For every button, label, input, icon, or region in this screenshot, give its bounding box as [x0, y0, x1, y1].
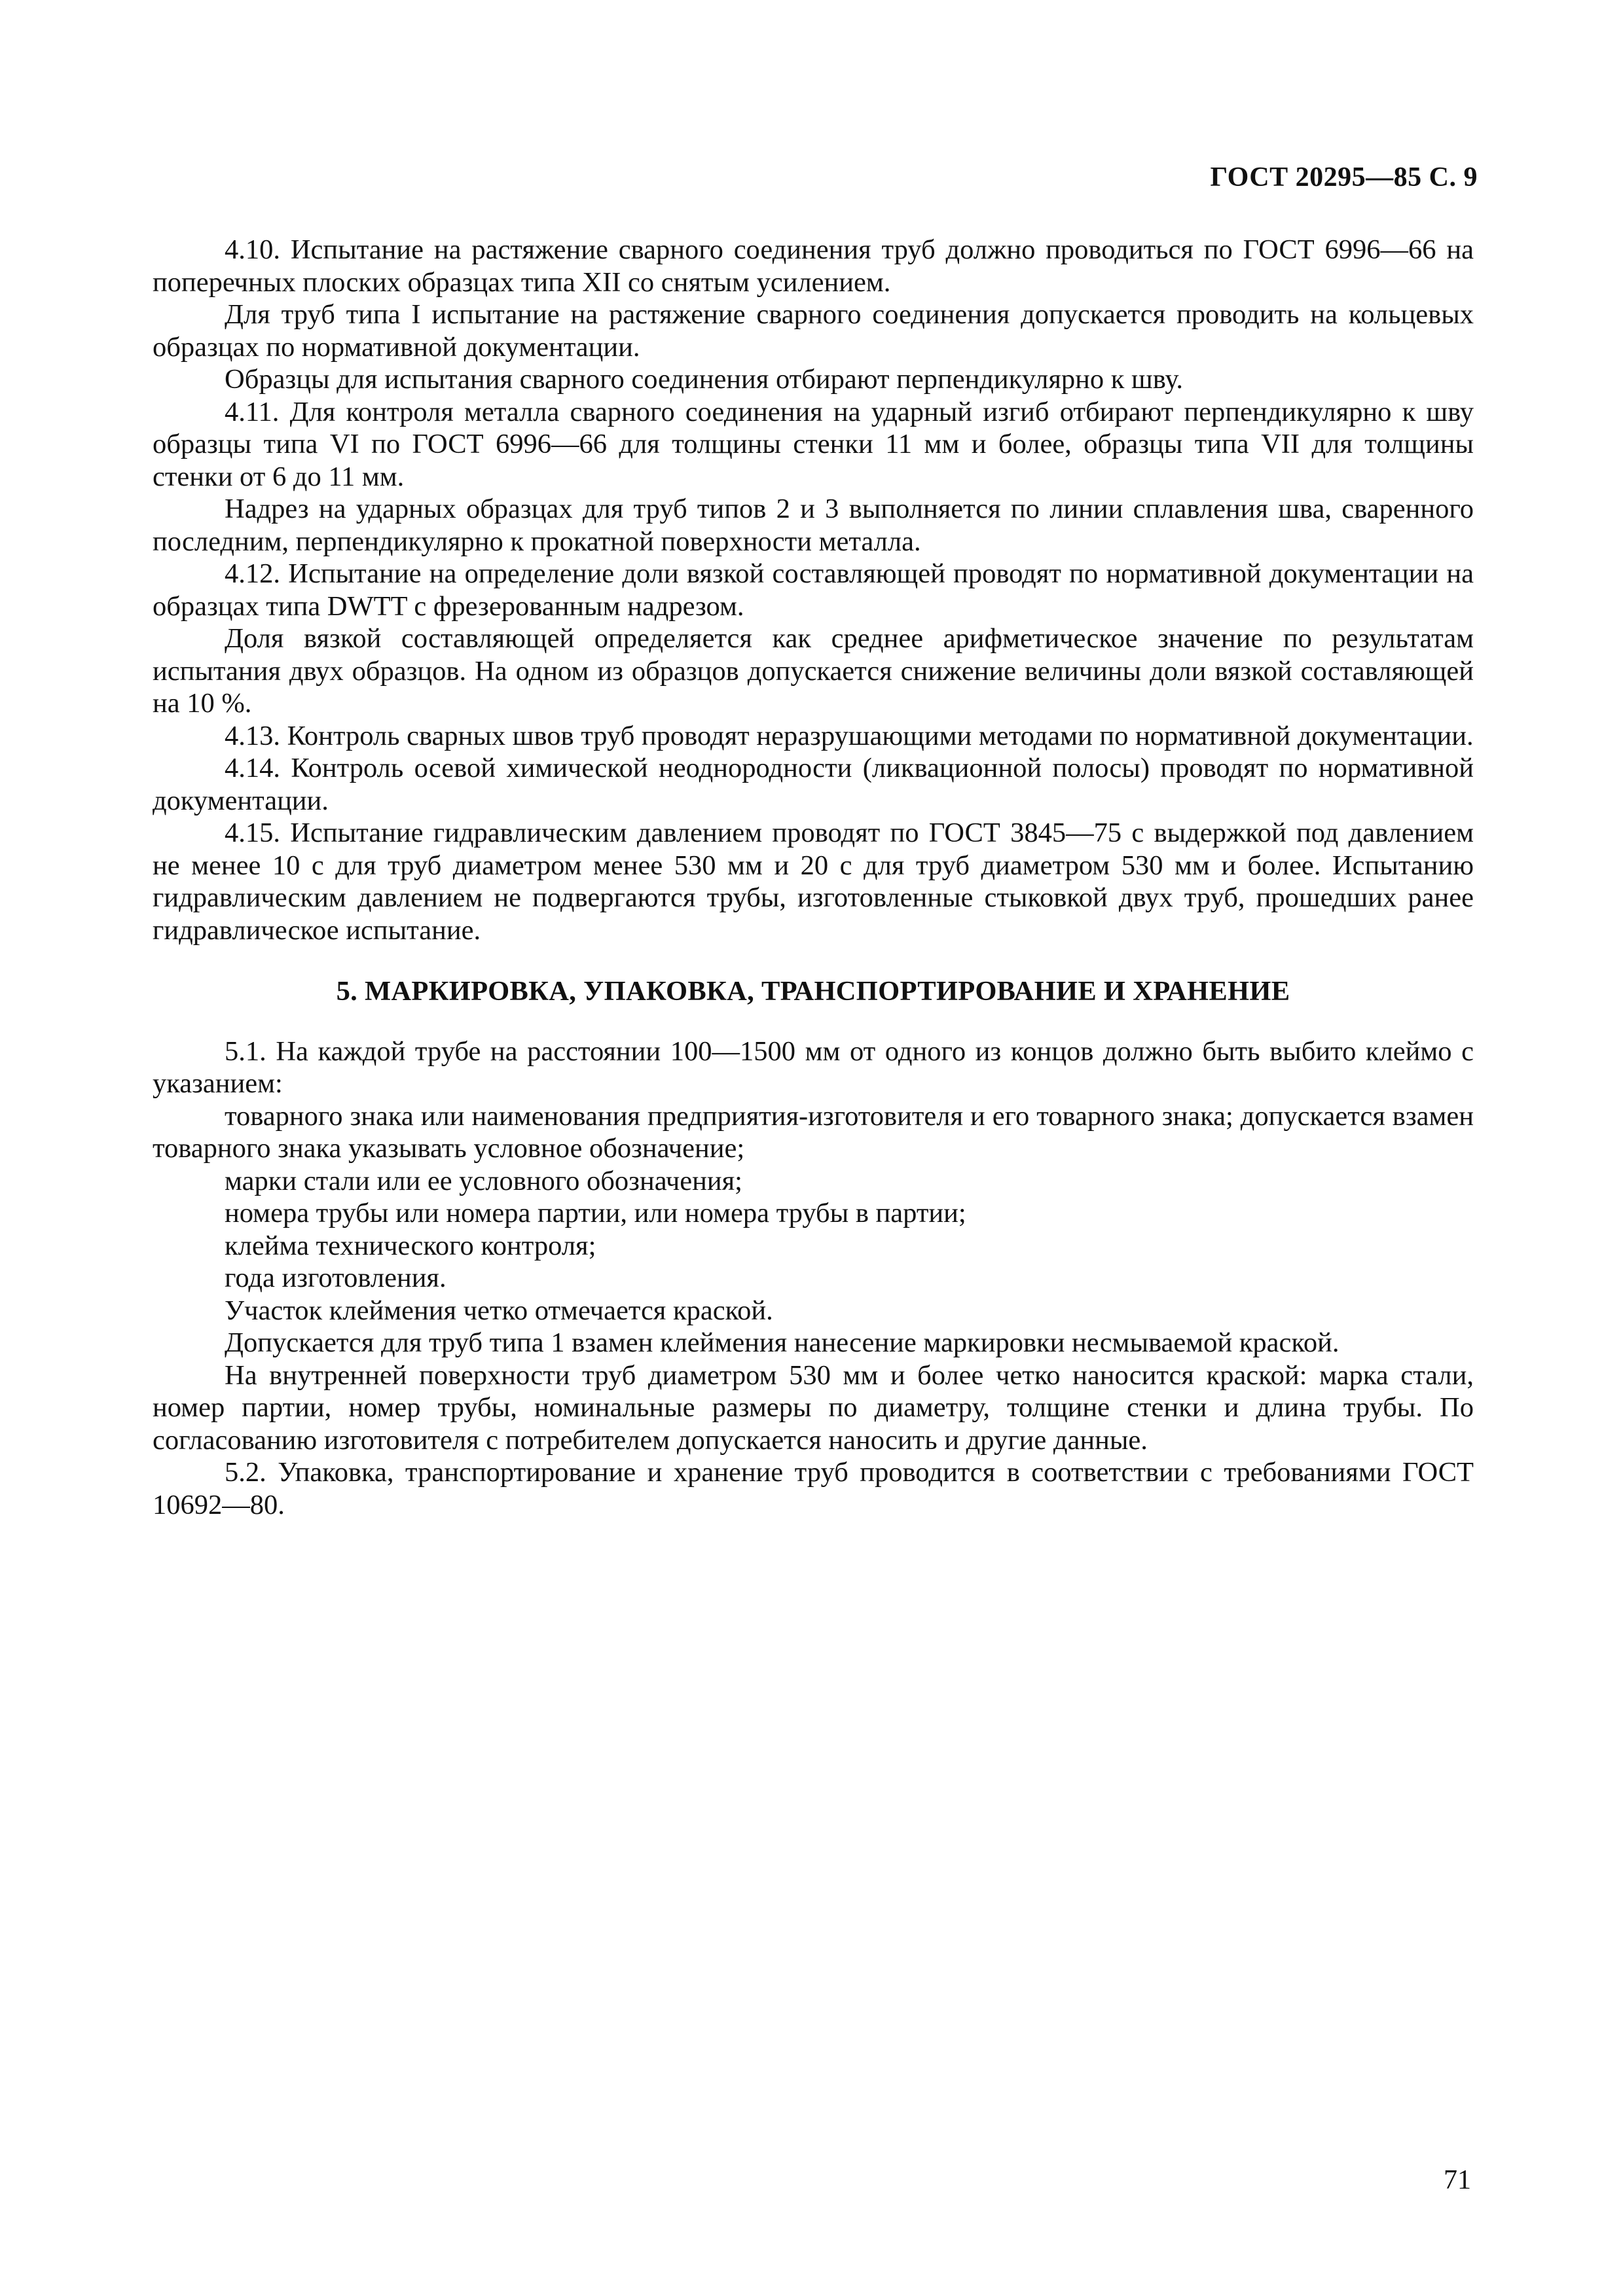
paragraph-5-1-year: года изготовления.	[225, 1263, 447, 1293]
paragraph-4-10: 4.10. Испытание на растяжение сварного соединения труб должно проводиться по ГОСТ 6996—66 на поперечных плоских образцах типа XII со снятым усилением.	[153, 234, 1474, 298]
paragraph-4-10-samples: Образцы для испытания сварного соединения отбирают перпендикулярно к шву.	[225, 364, 1183, 395]
paragraph-4-14: 4.14. Контроль осевой химической неоднородности (ликвационной полосы) проводят по нормативной документации.	[153, 753, 1474, 816]
running-header: ГОСТ 20295—85 С. 9	[1210, 162, 1478, 192]
page-number: 71	[1444, 2165, 1471, 2195]
paragraph-5-1-pipe-number: номера трубы или номера партии, или номера трубы в партии;	[225, 1198, 966, 1229]
paragraph-5-2: 5.2. Упаковка, транспортирование и хранение труб проводится в соответствии с требованиями ГОСТ 10692—80.	[153, 1457, 1474, 1520]
paragraph-4-10-type-i: Для труб типа I испытание на растяжение сварного соединения допускается проводить на кольцевых образцах по нормативной документации.	[153, 299, 1474, 363]
paragraph-5-1-steel-grade: марки стали или ее условного обозначения;	[225, 1165, 742, 1196]
paragraph-5-1: 5.1. На каждой трубе на расстоянии 100—1500 мм от одного из концов должно быть выбито клеймо с указанием:	[153, 1035, 1474, 1099]
paragraph-4-13: 4.13. Контроль сварных швов труб проводят неразрушающими методами по нормативной документации.	[225, 720, 1474, 751]
paragraph-4-12: 4.12. Испытание на определение доли вязкой составляющей проводят по нормативной документации на образцах типа DWTT с фрезерованным надрезом.	[153, 558, 1474, 622]
paragraph-5-1-inner-surface: На внутренней поверхности труб диаметром 530 мм и более четко наносится краской: марка стали, номер партии, номер трубы, номинальные размеры по диаметру, толщине стенки и длина трубы. По согласованию изготовителя с потребителем допускается наносить и другие данные.	[153, 1359, 1474, 1456]
paragraph-5-1-trademark: товарного знака или наименования предприятия-изготовителя и его товарного знака; допускается взамен товарного знака указывать условное обозначение;	[153, 1100, 1474, 1164]
paragraph-5-1-inspection-mark: клейма технического контроля;	[225, 1230, 596, 1261]
paragraph-5-1-type-1: Допускается для труб типа 1 взамен клеймения нанесение маркировки несмываемой краской.	[225, 1327, 1340, 1358]
paragraph-4-15: 4.15. Испытание гидравлическим давлением проводят по ГОСТ 3845—75 с выдержкой под давлением не менее 10 с для труб диаметром менее 530 мм и 20 с для труб диаметром 530 мм и более. Испытанию гидравлическим давлением не подвергаются трубы, изготовленные стыковкой двух труб, прошедших ранее гидравлическое испытание.	[153, 817, 1474, 946]
paragraph-4-11-notch: Надрез на ударных образцах для труб типов 2 и 3 выполняется по линии сплавления шва, сваренного последним, перпендикулярно к прокатной поверхности металла.	[153, 493, 1474, 557]
section-5-title: 5. МАРКИРОВКА, УПАКОВКА, ТРАНСПОРТИРОВАНИЕ И ХРАНЕНИЕ	[336, 976, 1290, 1007]
page-body	[153, 234, 1474, 1521]
paragraph-4-12-share: Доля вязкой составляющей определяется как среднее арифметическое значение по результатам испытания двух образцов. На одном из образцов допускается снижение величины доли вязкой составляющей на 10 %.	[153, 623, 1474, 719]
paragraph-4-11: 4.11. Для контроля металла сварного соединения на ударный изгиб отбирают перпендикулярно к шву образцы типа VI по ГОСТ 6996—66 для толщины стенки 11 мм и более, образцы типа VII для толщины стенки от 6 до 11 мм.	[153, 396, 1474, 492]
paragraph-5-1-paint-area: Участок клеймения четко отмечается краской.	[225, 1295, 773, 1326]
